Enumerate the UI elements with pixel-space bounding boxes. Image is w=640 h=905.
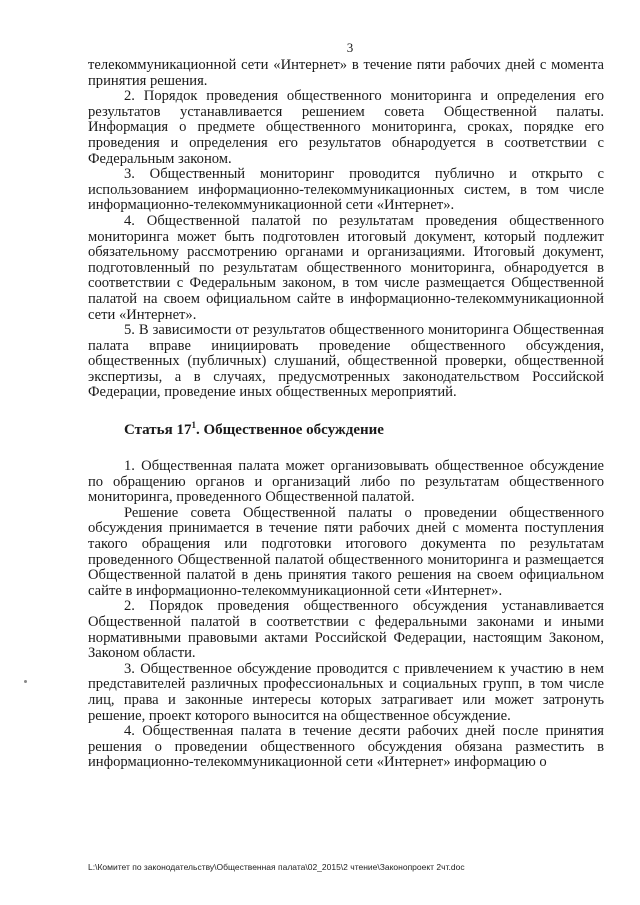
article-heading [124,421,604,439]
paragraph-monitoring-5: 5. В зависимости от результатов общественного мониторинга Общественная палата вправе инициировать проведение общественного обсуждения, общественных (публичных) слушаний, общественной проверки, общественной экспертизы, а в случаях, предусмотренных законодательством Российской Федерации, проведение иных общественных мероприятий. [88,322,604,401]
document-body [88,58,604,771]
paragraph-discussion-1-decision: Решение совета Общественной палаты о проведении общественного обсуждения принимается в течение пяти рабочих дней с момента поступления такого обращения или подготовки итогового документа по результатам проведенного Общественной палатой общественного мониторинга и размещается Общественной палатой в день принятия такого решения на своем официальном сайте в информационно-телекоммуникационной сети «Интернет». [88,504,604,599]
article-title: . Общественное обсуждение [195,422,384,439]
paragraph-discussion-3: 3. Общественное обсуждение проводится с привлечением к участию в нем представителей различных профессиональных и социальных групп, в том числе лиц, права и законные интересы которых затрагивает или может затронуть решение, проект которого выносится на общественное обсуждение. [88,660,604,724]
paragraph-monitoring-2: 2. Порядок проведения общественного мониторинга и определения его результатов устанавливается решением совета Общественной палаты. Информация о предмете общественного мониторинга, сроках, порядке его проведения и определения его результатов обнародуется в соответствии с Федеральным законом. [88,88,604,167]
article-superscript: 1 [191,420,196,431]
paragraph-continuation: телекоммуникационной сети «Интернет» в течение пяти рабочих дней с момента принятия решения. [88,57,604,89]
paragraph-discussion-1: 1. Общественная палата может организовывать общественное обсуждение по обращению органов и организаций либо по результатам общественного мониторинга, проведенного Общественной палатой. [88,458,604,506]
article-prefix: Статья 17 [124,422,192,439]
margin-dot [24,680,27,683]
page-number: 3 [346,40,354,55]
paragraph-discussion-2: 2. Порядок проведения общественного обсуждения устанавливается Общественной палатой в соответствии с федеральными законами и иными нормативными правовыми актами Российской Федерации, настоящим Законом, Законом области. [88,598,604,662]
paragraph-monitoring-4: 4. Общественной палатой по результатам проведения общественного мониторинга может быть подготовлен итоговый документ, который подлежит обязательному рассмотрению органами и организациями. Итоговый документ, подготовленный по результатам общественного мониторинга, обнародуется в соответствии с Федеральным законом, в том числе размещается Общественной палатой на своем официальном сайте в информационно-телекоммуникационной сети «Интернет». [88,212,604,323]
paragraph-discussion-4: 4. Общественная палата в течение десяти рабочих дней после принятия решения о проведении общественного обсуждения обязана разместить в информационно-телекоммуникационной сети «Интернет» информацию о [88,723,604,771]
paragraph-monitoring-3: 3. Общественный мониторинг проводится публично и открыто с использованием информационно-телекоммуникационных систем, в том числе информационно-телекоммуникационной сети «Интернет». [88,166,604,214]
footer-file-path: L:\Комитет по законодательству\Общественная палата\02_2015\2 чтение\Законопроект 2чт.doc [88,862,465,872]
